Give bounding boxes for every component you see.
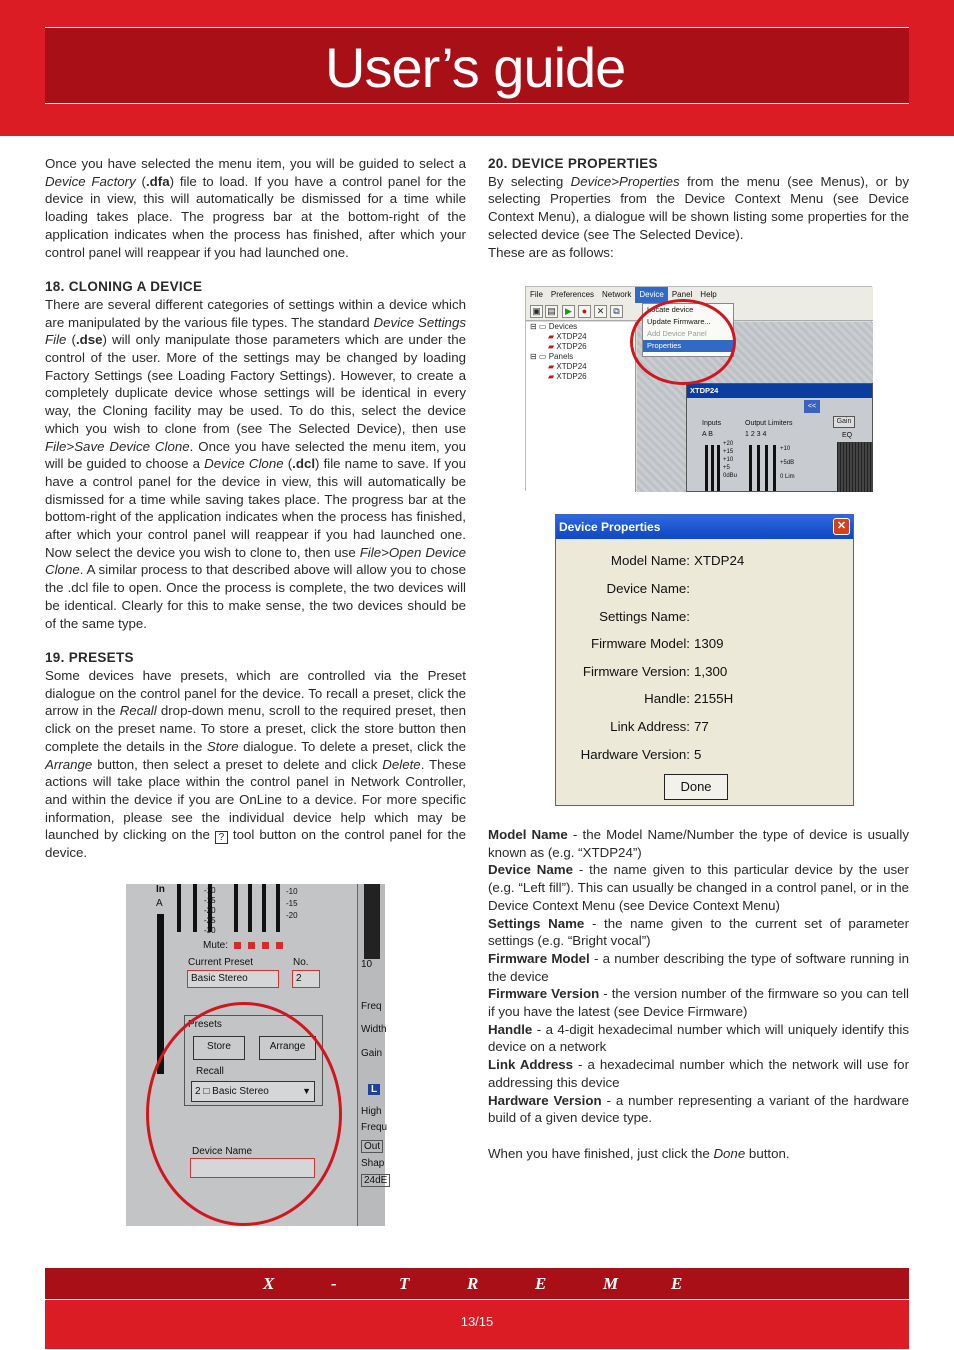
menu-item-properties[interactable]: Properties [643,340,733,352]
level-meter [193,884,197,932]
gain-tab[interactable]: Gain [833,416,855,428]
input-meter [705,445,708,491]
section-heading-device-properties: 20. DEVICE PROPERTIES [488,156,658,171]
windows-icon[interactable]: ⧉ [610,305,623,318]
definitions-list [488,826,909,1162]
definition-item: Link Address - a hexadecimal number which the network will use for addressing this device [488,1057,909,1090]
menu-preferences[interactable]: Preferences [550,290,595,299]
tree-devices[interactable]: ⊟ ▭ Devices [530,322,578,331]
device-properties-list-intro: These are as follows: [488,244,614,260]
right-column [488,155,909,261]
shape-label: Shap [361,1158,385,1169]
frequency-label: Frequ [361,1122,388,1133]
menu-file[interactable]: File [530,290,543,299]
level-meter [248,884,252,932]
slope-field[interactable]: 24dE [361,1174,390,1187]
chevron-down-icon[interactable]: ▼ [302,1086,311,1096]
output-meter [765,445,768,491]
device-menu-screenshot [525,286,872,491]
property-row: Model Name: XTDP24 [610,553,745,568]
tree-panel-xtdp24[interactable]: ▰ XTDP24 [548,362,587,371]
level-meter [262,884,266,932]
play-icon[interactable]: ▶ [562,305,575,318]
presets-panel-screenshot [126,884,388,1226]
footer-band [45,1299,909,1349]
input-meter [717,445,720,491]
recall-dropdown[interactable]: 2 □ Basic Stereo ▼ [191,1081,315,1102]
close-icon[interactable]: ✕ [833,518,850,535]
preset-number-label: No. [293,957,309,968]
left-channel-tab[interactable]: L [368,1084,380,1095]
presets-paragraph: Some devices have presets, which are controlled via the Preset dialogue on the control panel for the device. To recall a preset, click the arrow in the Recall drop-down menu, scroll to the required preset, then click on the preset name. To store a preset, click the store button then complete the details in the Store dialogue. To delete a preset, click the Arrange button, then select a preset to delete and click Delete. These actions will take place within the control panel in Network Controller, and within the device if you are OnLine to a device. For more specific information, please see the individual device help which may be launched by clicking on the ? tool button on the control panel for the device. [45,667,467,861]
section-heading-presets: 19. PRESETS [45,650,134,666]
width-label: Width [361,1024,387,1035]
input-meter [711,445,714,491]
page-title: User’s guide [325,36,626,99]
device-properties-dialog [555,514,854,806]
level-meter [234,884,238,932]
eq-label: EQ [842,432,853,439]
record-icon[interactable]: ● [578,305,591,318]
limiter-scale: +10 +5dB 0 Lim [780,446,795,480]
tree-panels[interactable]: ⊟ ▭ Panels [530,352,574,361]
property-row: Handle: 2155H [644,691,734,706]
high-label: High [361,1106,382,1117]
property-row: Hardware Version: 5 [580,747,702,762]
tree-device-xtdp24[interactable]: ▰ XTDP24 [548,332,587,341]
property-row: Settings Name: [599,609,690,624]
title-box [45,27,909,104]
inputs-ab-label: A B [702,431,713,438]
done-button[interactable]: Done [664,774,728,800]
definition-item: Settings Name - the name given to the current set of parameter settings (e.g. “Bright vocal”) [488,915,909,949]
eq-value: 10 [361,959,373,970]
channel-label: 1 2 3 4 [745,431,767,438]
open-icon[interactable]: ▣ [530,305,543,318]
tree-panel-xtdp26[interactable]: ▰ XTDP26 [548,372,587,381]
current-preset-label: Current Preset [188,957,254,968]
output-meter [757,445,760,491]
definition-item: Firmware Version - the version number of the firmware so you can tell if you have the latest (see Device Firmware) [488,986,909,1020]
highlight-circle [146,1002,342,1226]
current-preset-field: Basic Stereo [187,970,279,988]
property-row: Firmware Model: 1309 [590,636,724,651]
device-properties-paragraph: By selecting Device>Properties from the menu (see Menus), or by selecting Properties from the Device Context Menu (see Device Context Menu), a dialogue will be shown listing some properties for the selected device (see The Selected Device). [488,173,909,242]
limiters-label: Output Limiters [745,420,793,427]
mute-button[interactable] [262,942,269,949]
eq-meter [364,884,380,959]
save-icon[interactable]: ▤ [545,305,558,318]
highlight-circle [630,299,736,385]
input-a-label: A [156,898,163,909]
menu-device[interactable]: Device [635,287,667,303]
mute-button[interactable] [276,942,283,949]
meter-scale: -10 -15 -20 [286,887,298,920]
help-tool-icon: ? [215,831,228,844]
brand-logo: X - T R E M E [263,1274,683,1293]
meter-scale: -10 -15 -20 -25 -30 [204,886,216,935]
preset-number-field: 2 [292,970,320,988]
closing-paragraph: When you have finished, just click the Done button. [488,1145,790,1161]
property-row: Firmware Version: 1,300 [582,664,728,679]
menu-help[interactable]: Help [700,290,717,299]
tree-device-xtdp26[interactable]: ▰ XTDP26 [548,342,587,351]
footer-brand-bar [45,1268,909,1299]
menu-panel[interactable]: Panel [671,290,693,299]
definition-item: Model Name - the Model Name/Number the type of device is usually known as (e.g. “XTDP24”) [488,827,909,860]
output-meter [749,445,752,491]
level-meter [177,884,181,932]
definition-item: Hardware Version - a number representing a variant of the hardware build of a given device type. [488,1092,909,1126]
menu-item-add-device-panel[interactable]: Add Device Panel [647,329,707,338]
mute-label: Mute: [203,940,229,951]
definition-item: Device Name - the name given to this particular device by the user (e.g. “Left fill”). This can usually be changed in a control panel, or in the Device Context Menu (see Device Context Menu) [488,862,909,913]
mute-button[interactable] [234,942,241,949]
left-column [45,155,466,862]
definition-item: Firmware Model - a number describing the type of software running in the device [488,950,909,984]
device-panel-window [686,383,873,492]
recall-label: Recall [196,1066,224,1077]
menu-network[interactable]: Network [602,290,632,299]
store-button[interactable]: Store [193,1036,245,1060]
presets-label: Presets [188,1019,222,1030]
output-meter [773,445,776,491]
device-panel-title: XTDP24 [687,384,872,398]
eq-display [837,442,873,492]
property-row: Link Address: 77 [610,719,709,734]
collapse-button[interactable]: << [804,400,820,413]
intro-paragraph: Once you have selected the menu item, you will be guided to select a Device Factory (.dfa) file to load. If you have a control panel for the device in view, this will automatically be dismissed for a time while loading takes place. The progress bar at the bottom-right of the application indicates when the process has finished, after which your control panel will reappear if you had launched one. [45,156,467,260]
dialog-title: Device Properties [556,515,853,539]
inputs-label: In [156,884,165,895]
definition-item: Handle - a 4-digit hexadecimal number which will uniquely identify this device on a network [488,1021,909,1055]
menu-item-locate-device[interactable]: Locate device [647,305,694,314]
device-tree [526,322,636,492]
out-field[interactable]: Out [361,1140,383,1153]
arrange-button[interactable]: Arrange [259,1036,316,1060]
section-heading-cloning: 18. CLONING A DEVICE [45,279,203,295]
menu-item-update-firmware[interactable]: Update Firmware... [647,317,711,326]
page-number: 13/15 [460,1314,494,1329]
freq-label: Freq [361,1001,382,1012]
db-scale: +20 +15 +10 +5 0dBu [723,441,738,479]
inputs-label: Inputs [702,420,722,427]
cloning-paragraph: There are several different categories of settings within a device which are manipulated by the various file types. The standard Device Settings File (.dse) will only manipulate those parameters which are under the control of the user. More of the settings may be changed by loading Factory Settings (see Loading Factory Settings). However, to create a completely duplicate device whose settings will be identical in every way, the Cloning facility may be used. To do this, select the device which you wish to clone from (see The Selected Device), then use File>Save Device Clone. Once you have selected the menu item, you will be guided to choose a Device Clone (.dcl) file name to save. If you have a control panel for the device in view, this will automatically be dismissed for a time while saving takes place. The progress bar at the bottom-right of the application indicates when the process has finished, after which your control panel will reappear if you had launched one. Now select the device you wish to clone to, then use File>Open Device Clone. A similar process to that described above will allow you to chose the .dcl file to open. Once the process is complete, the two devices will be identical. Clearly for this to make sense, the two devices should be of the same type. [45,296,466,631]
eq-side-panel [357,884,388,1226]
mute-button[interactable] [248,942,255,949]
property-row: Device Name: [606,581,690,596]
gain-label: Gain [361,1048,383,1059]
level-meter [276,884,280,932]
device-name-label: Device Name [192,1146,253,1157]
delete-icon[interactable]: ✕ [594,305,607,318]
